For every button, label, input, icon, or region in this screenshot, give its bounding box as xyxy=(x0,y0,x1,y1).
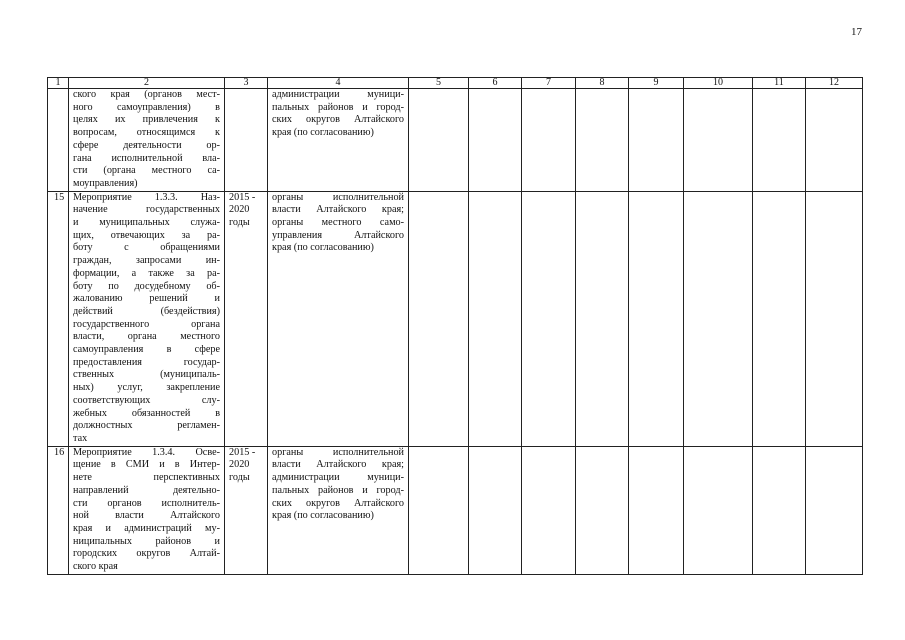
cell-text-line: должностных регламен- xyxy=(73,420,220,432)
row-number-cell: 16 xyxy=(48,446,69,574)
cell-text-line: целях их привлечения к xyxy=(73,114,220,126)
column-number-row xyxy=(48,78,863,89)
cell-text-line: самоуправления в сфере xyxy=(73,344,220,356)
cell-text-line: ниципальных районов и xyxy=(73,535,220,547)
cell-text-line: власти, органа местного xyxy=(73,331,220,343)
cell-text-line: годы xyxy=(229,472,250,484)
cell-text-line: 2020 xyxy=(229,459,250,471)
period-cell xyxy=(225,89,268,192)
column-number-cell: 8 xyxy=(576,78,629,89)
empty-cell xyxy=(806,446,863,574)
cell-text-line: органы исполнительной xyxy=(272,446,404,458)
cell-text-line: сти (органа местного са- xyxy=(73,165,220,177)
cell-text-line: граждан, запросами ин- xyxy=(73,255,220,267)
cell-text-line: ского края (органов мест- xyxy=(73,89,220,100)
cell-text-line: городских округов Алтай- xyxy=(73,548,220,560)
cell-text-line: гана исполнительной вла- xyxy=(73,152,220,164)
cell-text-line: тах xyxy=(73,432,88,444)
empty-cell xyxy=(753,446,806,574)
cell-text-line: Мероприятие 1.3.4. Осве- xyxy=(73,446,220,458)
cell-text-line: края и администраций му- xyxy=(73,522,220,534)
cell-text-line: щение в СМИ и в Интер- xyxy=(73,459,220,471)
column-number-cell: 9 xyxy=(629,78,684,89)
empty-cell xyxy=(469,446,522,574)
empty-cell xyxy=(684,446,753,574)
cell-text-line: ского края xyxy=(73,561,118,573)
executor-cell xyxy=(268,446,409,574)
cell-text-line: управления Алтайского xyxy=(272,229,404,241)
cell-text-line: ных) услуг, закрепление xyxy=(73,382,220,394)
empty-cell xyxy=(629,446,684,574)
column-number-cell: 12 xyxy=(806,78,863,89)
column-number-cell: 1 xyxy=(48,78,69,89)
period-cell xyxy=(225,191,268,446)
column-number-cell: 11 xyxy=(753,78,806,89)
cell-text-line: моуправления) xyxy=(73,177,138,189)
column-number-cell: 4 xyxy=(268,78,409,89)
event-name-cell xyxy=(69,446,225,574)
empty-cell xyxy=(469,191,522,446)
empty-cell xyxy=(684,89,753,192)
cell-text-line: 2015 - xyxy=(229,446,256,458)
period-cell xyxy=(225,446,268,574)
cell-text-line: и муниципальных служа- xyxy=(73,217,220,229)
cell-text-line: предоставления государ- xyxy=(73,356,220,368)
column-number-cell: 3 xyxy=(225,78,268,89)
cell-text-line: щих, отвечающих за ра- xyxy=(73,229,220,241)
empty-cell xyxy=(576,446,629,574)
cell-text-line: формации, а также за ра- xyxy=(73,267,220,279)
cell-text-line: ного самоуправления) в xyxy=(73,101,220,113)
cell-text-line: ских округов Алтайского xyxy=(272,114,404,126)
executor-cell xyxy=(268,191,409,446)
column-number-cell: 10 xyxy=(684,78,753,89)
cell-text-line: пальных районов и город- xyxy=(272,484,404,496)
cell-text-line: ских округов Алтайского xyxy=(272,497,404,509)
cell-text-line: края (по согласованию) xyxy=(272,242,374,254)
table-row xyxy=(48,89,863,192)
empty-cell xyxy=(753,191,806,446)
empty-cell xyxy=(522,191,576,446)
cell-text-line: пальных районов и город- xyxy=(272,101,404,113)
cell-text-line: боту с обращениями xyxy=(73,242,220,254)
cell-text-line: 2020 xyxy=(229,204,250,216)
row-number-cell xyxy=(48,89,69,192)
empty-cell xyxy=(629,89,684,192)
cell-text-line: органы исполнительной xyxy=(272,191,404,203)
empty-cell xyxy=(684,191,753,446)
cell-text-line: боту по досудебному об- xyxy=(73,280,220,292)
empty-cell xyxy=(522,89,576,192)
empty-cell xyxy=(806,89,863,192)
cell-text-line: власти Алтайского края; xyxy=(272,204,404,216)
cell-text-line: государственного органа xyxy=(73,318,220,330)
cell-text-line: жалованию решений и xyxy=(73,293,220,305)
table-row xyxy=(48,446,863,574)
event-name-cell xyxy=(69,191,225,446)
empty-cell xyxy=(409,89,469,192)
cell-text-line: ственных (муниципаль- xyxy=(73,369,220,381)
cell-text-line: сфере деятельности ор- xyxy=(73,139,220,151)
cell-text-line: начение государственных xyxy=(73,204,220,216)
column-number-cell: 5 xyxy=(409,78,469,89)
cell-text-line: сти органов исполнитель- xyxy=(73,497,220,509)
empty-cell xyxy=(409,446,469,574)
cell-text-line: ной власти Алтайского xyxy=(73,510,220,522)
cell-text-line: соответствующих слу- xyxy=(73,394,220,406)
empty-cell xyxy=(576,89,629,192)
executor-cell xyxy=(268,89,409,192)
cell-text-line: направлений деятельно- xyxy=(73,484,220,496)
page-number: 17 xyxy=(851,26,862,38)
cell-text-line: вопросам, относящимся к xyxy=(73,127,220,139)
cell-text-line: годы xyxy=(229,217,250,229)
table-row xyxy=(48,191,863,446)
cell-text-line: администрации муници- xyxy=(272,89,404,100)
cell-text-line: администрации муници- xyxy=(272,472,404,484)
cell-text-line: действий (бездействия) xyxy=(73,305,220,317)
empty-cell xyxy=(576,191,629,446)
cell-text-line: края (по согласованию) xyxy=(272,510,374,522)
empty-cell xyxy=(629,191,684,446)
cell-text-line: 2015 - xyxy=(229,191,256,203)
empty-cell xyxy=(469,89,522,192)
column-number-cell: 7 xyxy=(522,78,576,89)
cell-text-line: власти Алтайского края; xyxy=(272,459,404,471)
column-number-cell: 6 xyxy=(469,78,522,89)
empty-cell xyxy=(522,446,576,574)
event-name-cell xyxy=(69,89,225,192)
empty-cell xyxy=(806,191,863,446)
cell-text-line: жебных обязанностей в xyxy=(73,407,220,419)
cell-text-line: органы местного само- xyxy=(272,217,404,229)
measures-table xyxy=(47,77,863,575)
empty-cell xyxy=(753,89,806,192)
cell-text-line: нете перспективных xyxy=(73,472,220,484)
cell-text-line: Мероприятие 1.3.3. Наз- xyxy=(73,191,220,203)
column-number-cell: 2 xyxy=(69,78,225,89)
cell-text-line: края (по согласованию) xyxy=(272,127,374,139)
empty-cell xyxy=(409,191,469,446)
row-number-cell: 15 xyxy=(48,191,69,446)
